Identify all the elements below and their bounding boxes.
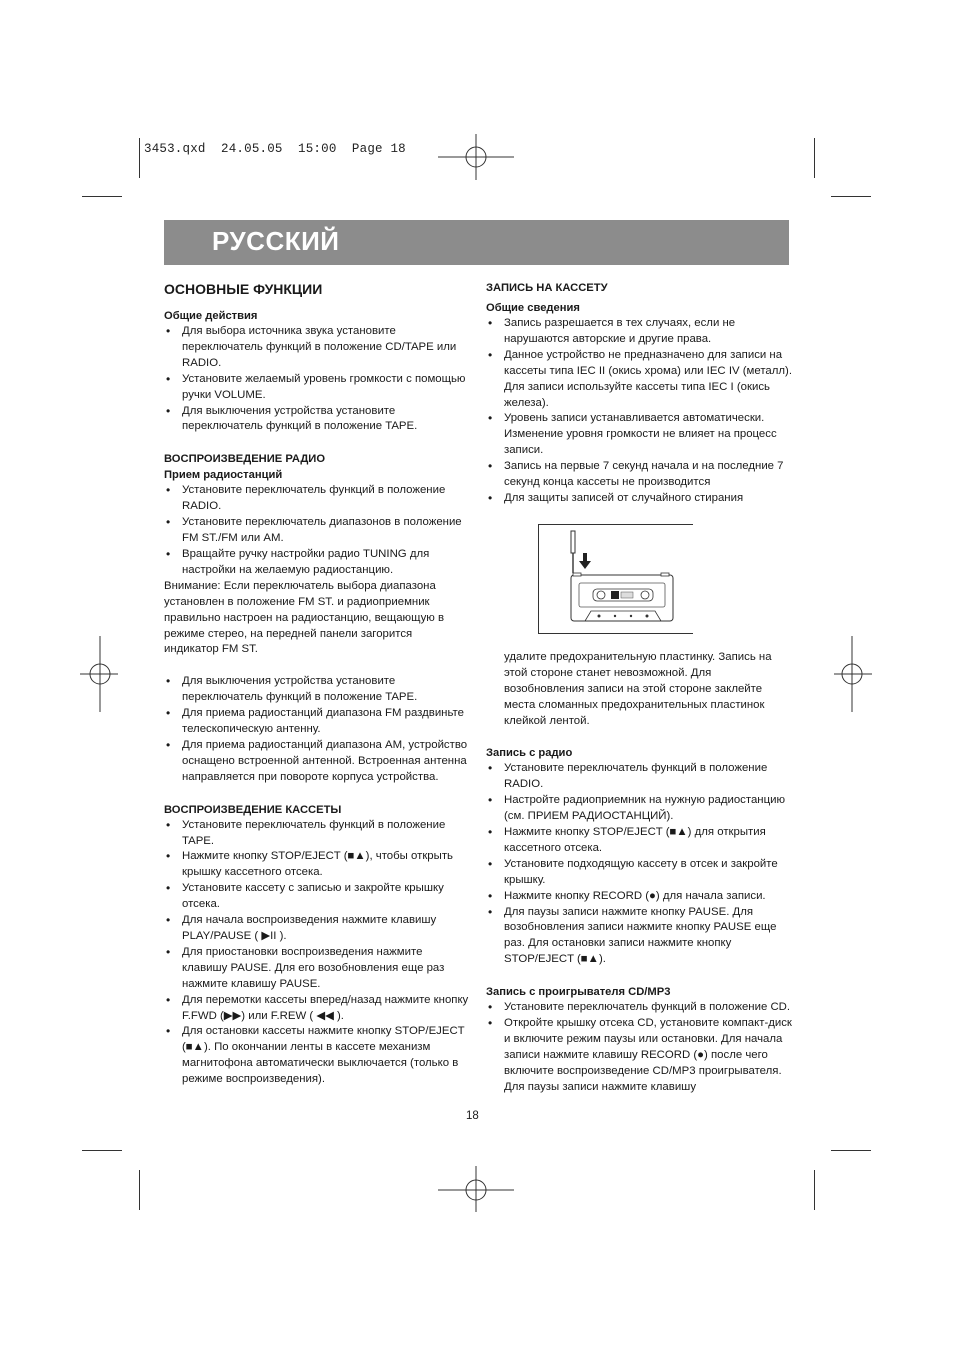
- radio-list-2: [164, 674, 470, 785]
- right-column: [486, 280, 792, 1096]
- registration-mark-left: [80, 636, 120, 716]
- list-item: • Для приема радиостанций диапазона FM раздвиньте телескопическую антенну.: [164, 706, 470, 738]
- left-column: [164, 280, 470, 1088]
- print-slug: 3453.qxd 24.05.05 15:00 Page 18: [144, 142, 406, 156]
- record-after-figure: удалите предохранительную пластинку. Запись на этой стороне станет невозможной. Для возобновления записи на этой стороне заклейте места сломанных предохранительных пластинок клейкой лентой.: [504, 650, 772, 727]
- list-item: • Установите переключатель диапазонов в положение FM ST./FM или AM.: [164, 515, 470, 547]
- general-list: [164, 324, 470, 435]
- list-item: • Для выключения устройства установите переключатель функций в положение TAPE.: [164, 674, 470, 706]
- list-item: • Установите переключатель функций в положение RADIO.: [164, 483, 470, 515]
- record-subheading: Общие сведения: [486, 302, 580, 314]
- list-item: • Для приостановки воспроизведения нажмите клавишу PAUSE. Для его возобновления еще раз нажмите клавишу PAUSE.: [164, 945, 470, 993]
- list-item: • Для защиты записей от случайного стирания: [486, 491, 792, 507]
- radio-subheading: Прием радиостанций: [164, 469, 283, 482]
- list-item: • Установите подходящую кассету в отсек и закройте крышку.: [486, 857, 792, 889]
- cassette-figure: [538, 524, 693, 634]
- radio-heading: ВОСПРОИЗВЕДЕНИЕ РАДИО: [164, 453, 326, 466]
- list-item: • Установите кассету с записью и закройте крышку отсека.: [164, 881, 470, 913]
- list-item: • Уровень записи устанавливается автоматически. Изменение уровня громкости не влияет на процесс записи.: [486, 411, 792, 459]
- list-item: • Откройте крышку отсека CD, установите компакт-диск и включите режим паузы или остановки. Для начала записи нажмите клавишу RECORD (●) после чего включите воспроизведение CD/MP3 проигрывателя. Для паузы записи нажмите клавишу: [486, 1016, 792, 1096]
- list-item: • Вращайте ручку настройки радио TUNING для настройки на желаемую радиостанцию.: [164, 547, 470, 579]
- list-item: • Запись на первые 7 секунд начала и на последние 7 секунд конца кассеты не производится: [486, 459, 792, 491]
- tape-heading: ВОСПРОИЗВЕДЕНИЕ КАССЕТЫ: [164, 803, 342, 816]
- record-heading: ЗАПИСЬ НА КАССЕТУ: [486, 282, 608, 294]
- record-radio-list: [486, 761, 792, 968]
- page-number: 18: [466, 1110, 479, 1122]
- list-item: • Нажмите кнопку STOP/EJECT (■▲) для открытия кассетного отсека.: [486, 825, 792, 857]
- registration-mark-top: [438, 130, 518, 180]
- list-item: • Для выбора источника звука установите переключатель функций в положение CD/TAPE или RADIO.: [164, 324, 470, 372]
- record-cd-list: [486, 1000, 792, 1095]
- list-item: • Настройте радиоприемник на нужную радиостанцию (см. ПРИЕМ РАДИОСТАНЦИЙ).: [486, 793, 792, 825]
- list-item: • Установите переключатель функций в положение CD.: [486, 1000, 792, 1016]
- list-item: • Для перемотки кассеты вперед/назад нажмите кнопку F.FWD (▶▶) или F.REW ( ◀◀ ).: [164, 993, 470, 1025]
- banner-title: РУССКИЙ: [212, 226, 340, 256]
- record-radio-heading: Запись с радио: [486, 747, 573, 760]
- record-list: [486, 316, 792, 507]
- list-item: • Нажмите кнопку STOP/EJECT (■▲), чтобы открыть крышку кассетного отсека.: [164, 849, 470, 881]
- list-item: • Установите переключатель функций в положение RADIO.: [486, 761, 792, 793]
- radio-note: Внимание: Если переключатель выбора диапазона установлен в положение FM ST. и радиоприемник правильно настроен на радиостанцию, вещающую в режиме стерео, на передней панели загорится индикатор FM ST.: [164, 579, 445, 656]
- language-banner: [164, 220, 789, 265]
- list-item: • Установите переключатель функций в положение TAPE.: [164, 818, 470, 850]
- list-item: • Нажмите кнопку RECORD (●) для начала записи.: [486, 889, 792, 905]
- record-cd-heading: Запись с проигрывателя CD/MP3: [486, 986, 671, 999]
- list-item: • Данное устройство не предназначено для записи на кассеты типа IEC II (окись хрома) или IEC IV (металл). Для записи используйте кассеты типа IEC I (окись железа).: [486, 348, 792, 412]
- list-item: • Для выключения устройства установите переключатель функций в положение TAPE.: [164, 404, 470, 436]
- list-item: • Установите желаемый уровень громкости с помощью ручки VOLUME.: [164, 372, 470, 404]
- list-item: • Запись разрешается в тех случаях, если не нарушаются авторские и другие права.: [486, 316, 792, 348]
- registration-mark-bottom: [438, 1166, 518, 1216]
- tape-list: [164, 818, 470, 1088]
- list-item: • Для паузы записи нажмите кнопку PAUSE. Для возобновления записи нажмите кнопку PAUSE еще раз. Для остановки записи нажмите кнопку STOP/EJECT (■▲).: [486, 905, 792, 969]
- section-title: ОСНОВНЫЕ ФУНКЦИИ: [164, 281, 323, 297]
- list-item: • Для остановки кассеты нажмите кнопку STOP/EJECT (■▲). По окончании ленты в кассете механизм магнитофона автоматически выключается (только в режиме воспроизведения).: [164, 1024, 470, 1088]
- cassette-tab-illustration: [539, 525, 693, 633]
- list-item: • Для начала воспроизведения нажмите клавишу PLAY/PAUSE ( ▶II ).: [164, 913, 470, 945]
- general-heading: Общие действия: [164, 310, 258, 322]
- list-item: • Для приема радиостанций диапазона AM, устройство оснащено встроенной антенной. Встроенная антенна направляется при повороте корпуса устройства.: [164, 738, 470, 786]
- registration-mark-right: [832, 636, 872, 716]
- radio-list: [164, 483, 470, 578]
